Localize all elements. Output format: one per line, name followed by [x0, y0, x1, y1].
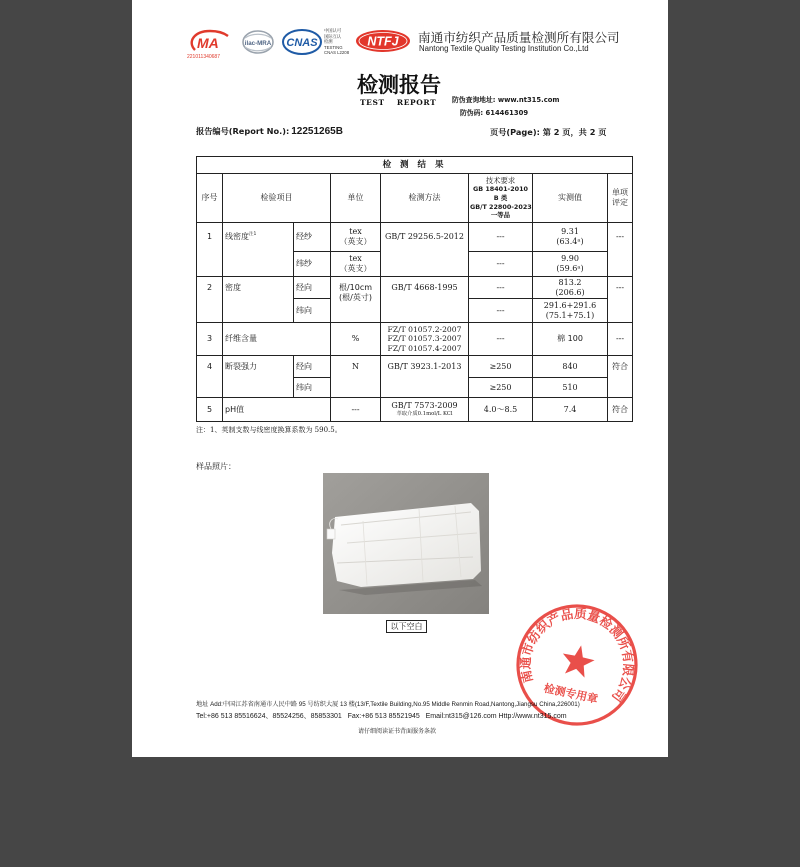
- header-method: 检测方法: [381, 174, 469, 223]
- header-no: 序号: [197, 174, 223, 223]
- report-number: [196, 126, 343, 137]
- sample-photo: [323, 473, 489, 614]
- anticounterfeit-query-url: www.nt315.com: [497, 96, 560, 104]
- anticounterfeit-query: [452, 94, 560, 104]
- cma-certificate-code: 221011340687: [187, 54, 220, 60]
- results-table: [196, 156, 633, 422]
- page-number: [490, 127, 606, 138]
- table-row: 纬纱 tex （英支） --- 9.90 (59.6ᵃ): [197, 252, 633, 277]
- header-verdict: 单项 评定: [608, 174, 633, 223]
- ntfj-logo-text: NTFJ: [367, 34, 399, 49]
- header-item: 检验项目: [223, 174, 331, 223]
- report-number-value: 12251265B: [291, 126, 343, 137]
- report-number-label: 报告编号(Report No.):: [196, 126, 290, 136]
- ilac-mra-logo: [240, 29, 276, 57]
- inspection-seal: [514, 602, 640, 728]
- fabric-tag: [327, 529, 335, 539]
- anticounterfeit-code-value: 614461309: [485, 109, 529, 117]
- table-footnote: 注：1、英制支数与线密度换算系数为 590.5。: [196, 426, 342, 434]
- table-row: 2 密度 经向 根/10cm (根/英寸) GB/T 4668-1995 --- 813.2 (206.6) ---: [197, 277, 633, 299]
- report-title-en: TEST REPORT: [360, 98, 437, 107]
- table-row: 5 pH值 --- GB/T 7573-2009 萃取介质0.1mol/L KCl 4.0～8.5 7.4 符合: [197, 398, 633, 422]
- table-title: 检 测 结 果: [197, 157, 633, 174]
- company-name-en: Nantong Textile Quality Testing Institution Co.,Ltd: [419, 44, 589, 53]
- header-unit: 单位: [331, 174, 381, 223]
- cma-logo-text: MA: [197, 35, 219, 51]
- ntfj-logo: [355, 29, 411, 53]
- seal-ring-text: 南通市纺织产品质量检测所有限公司: [517, 605, 637, 705]
- anticounterfeit-code: [460, 107, 528, 117]
- footer-notice: 请仔细阅读证书背面服务条款: [358, 728, 437, 735]
- sample-photo-label: 样品照片：: [196, 462, 236, 471]
- cnas-logo-text: CNAS: [286, 37, 318, 49]
- cnas-accreditation-text: 中国认可 国际互认 检测 TESTING CNAS L2208: [324, 28, 350, 56]
- anticounterfeit-code-label: 防伪码:: [460, 109, 484, 117]
- anticounterfeit-query-label: 防伪查询地址:: [452, 96, 496, 104]
- header-requirement: 技术要求 GB 18401-2010 B 类 GB/T 22800-2023 一等品: [469, 174, 533, 223]
- star-icon: [559, 642, 597, 679]
- page-number-value: 第 2 页，共 2 页: [542, 127, 607, 137]
- blank-below-marker: 以下空白: [386, 620, 427, 633]
- report-title: 检测报告: [357, 73, 441, 97]
- footnote-marker: 注1: [249, 232, 257, 237]
- table-row: 纬向 --- 291.6+291.6 (75.1+75.1): [197, 299, 633, 323]
- seal-center-text: 检测专用章: [542, 681, 600, 706]
- table-row: 1 线密度$^{注1}$ 经纱 tex （英支） GB/T 29256.5-2012 --- 9.31 (63.4ᵃ) ---: [197, 223, 633, 252]
- table-row: 纬向 ≥250 510: [197, 378, 633, 398]
- table-row: 4 断裂强力 经向 N GB/T 3923.1-2013 ≥250 840 符合: [197, 356, 633, 378]
- table-header-row: [197, 174, 633, 223]
- header-measured: 实测值: [533, 174, 608, 223]
- cnas-logo: [281, 27, 323, 57]
- footer-address: 地址 Add:中国江苏省南通市人民中路 95 号纺织大厦 13 楼(13/F,Textile Building,No.95 Middle Renmin Road,Nantong,Jiangsu China,226001): [196, 701, 580, 708]
- cma-logo: [186, 28, 232, 54]
- ilac-mra-logo-text: ilac-MRA: [244, 40, 272, 47]
- page-number-label: 页号(Page):: [490, 127, 540, 137]
- table-row: 3 纤维含量 % FZ/T 01057.2-2007 FZ/T 01057.3-2007 FZ/T 01057.4-2007 --- 棉 100 ---: [197, 323, 633, 356]
- footer-contact: Tel:+86 513 85516624、85524256、85853301 Fax:+86 513 85521945 Email:nt315@126.com Http://www.nt315.com: [196, 713, 567, 720]
- company-name-cn: 南通市纺织产品质量检测所有限公司: [418, 30, 620, 45]
